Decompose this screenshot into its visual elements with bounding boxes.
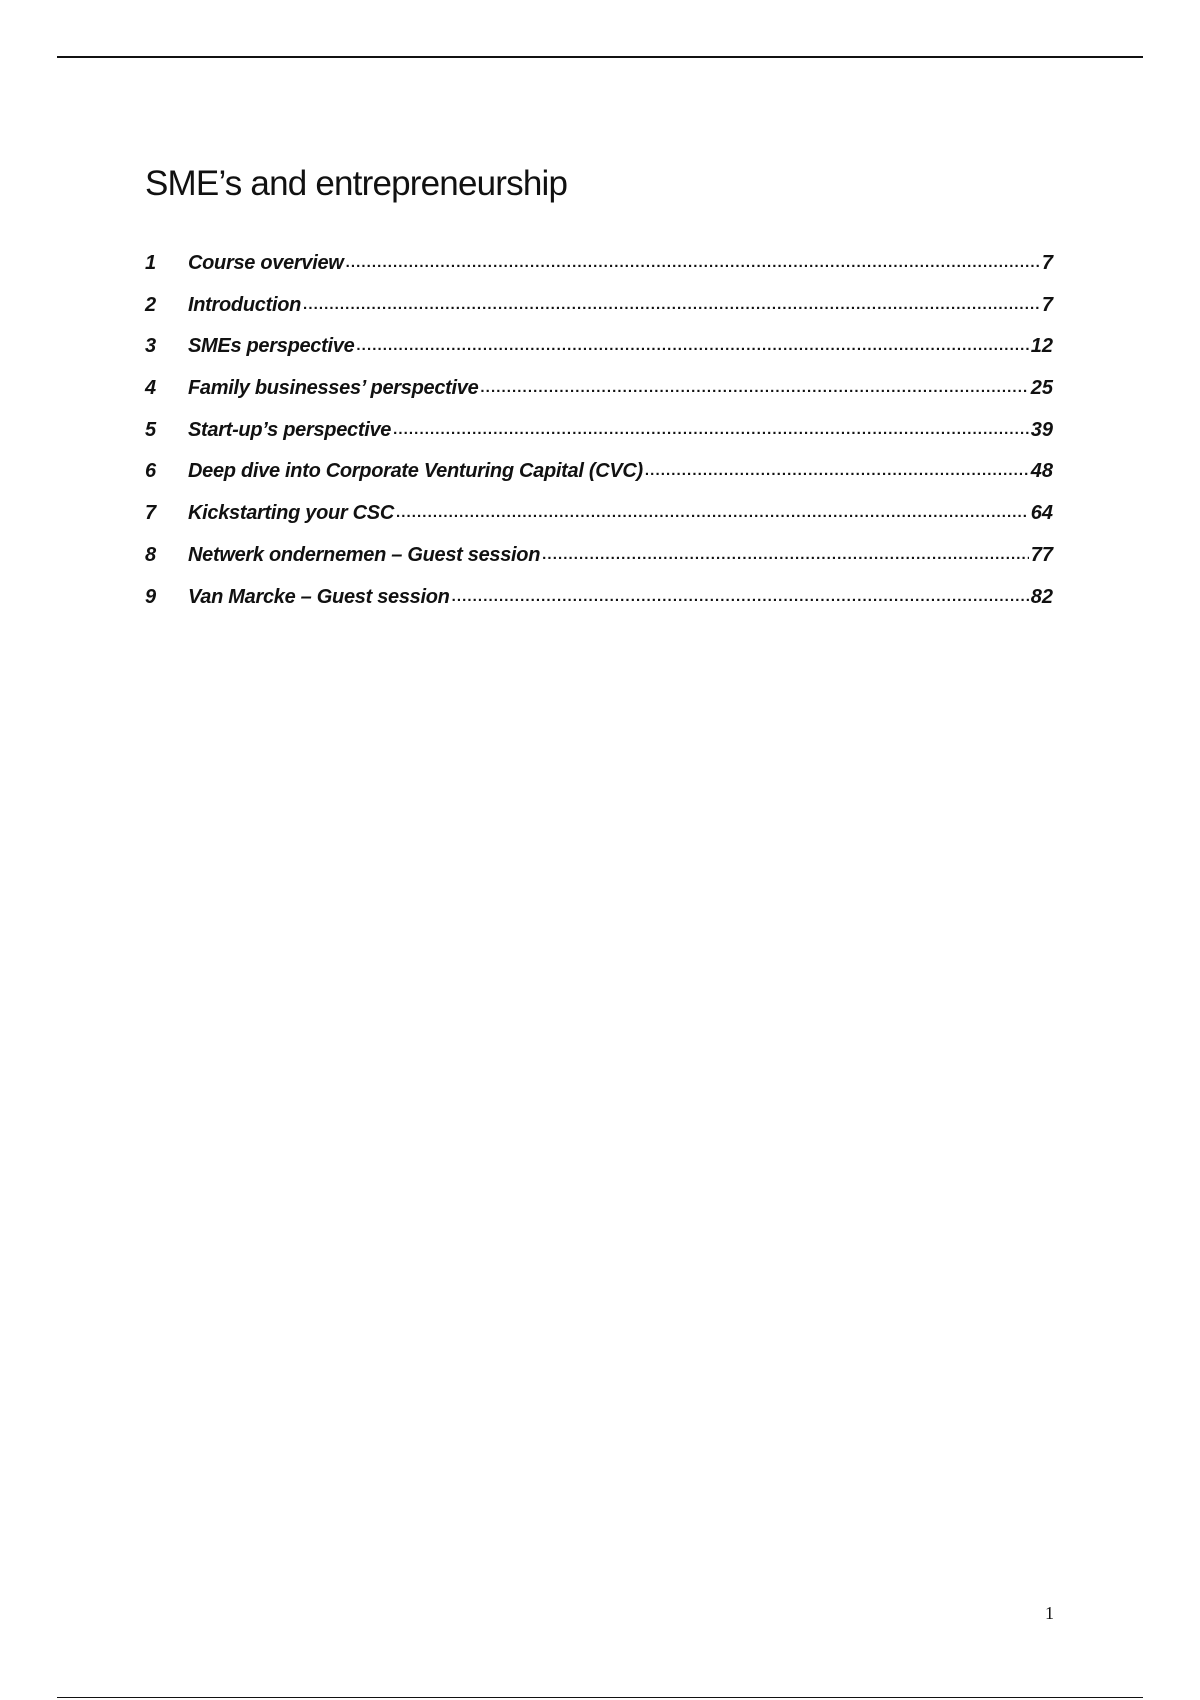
toc-dot-leader [452, 584, 1029, 607]
toc-entry-page: 12 [1030, 335, 1053, 358]
document-title: SME’s and entrepreneurship [145, 164, 568, 203]
toc-entry-label: Start-up’s perspective [188, 418, 392, 441]
toc-entry-9[interactable] [145, 586, 1053, 628]
toc-entry-label: Netwerk ondernemen – Guest session [188, 543, 541, 566]
toc-dot-leader [303, 292, 1040, 315]
toc-entry-page: 64 [1030, 502, 1053, 525]
toc-entry-1[interactable] [145, 252, 1053, 294]
toc-entry-number: 5 [145, 418, 157, 441]
toc-dot-leader [356, 333, 1028, 356]
toc-entry-label: Introduction [188, 293, 302, 316]
toc-entry-8[interactable] [145, 544, 1053, 586]
toc-entry-3[interactable] [145, 335, 1053, 377]
toc-entry-4[interactable] [145, 377, 1053, 419]
toc-entry-label: SMEs perspective [188, 335, 355, 358]
toc-entry-page: 39 [1030, 418, 1053, 441]
toc-entry-label: Van Marcke – Guest session [188, 585, 450, 608]
footer-rule [57, 1697, 1143, 1698]
toc-dot-leader [480, 375, 1028, 398]
toc-entry-label: Course overview [188, 252, 344, 274]
toc-entry-label: Deep dive into Corporate Venturing Capital (CVC) [188, 460, 643, 483]
toc-entry-5[interactable] [145, 419, 1053, 461]
toc-entry-number: 1 [145, 252, 157, 274]
toc-dot-leader [346, 250, 1040, 273]
toc-entry-label: Kickstarting your CSC [188, 502, 394, 525]
toc-dot-leader [645, 458, 1029, 481]
toc-entry-page: 25 [1030, 377, 1053, 400]
header-rule [57, 56, 1143, 58]
toc-entry-number: 8 [145, 543, 157, 566]
toc-dot-leader [393, 417, 1029, 440]
toc-entry-page: 7 [1041, 293, 1053, 316]
toc-entry-page: 77 [1030, 543, 1053, 566]
toc-entry-number: 6 [145, 460, 157, 483]
toc-entry-number: 3 [145, 335, 157, 358]
table-of-contents [145, 252, 1053, 627]
toc-entry-number: 9 [145, 585, 157, 608]
toc-entry-page: 48 [1030, 460, 1053, 483]
toc-entry-number: 2 [145, 293, 157, 316]
toc-entry-2[interactable] [145, 294, 1053, 336]
toc-dot-leader [542, 542, 1029, 565]
toc-entry-page: 7 [1041, 252, 1053, 274]
toc-entry-number: 4 [145, 377, 157, 400]
toc-dot-leader [396, 500, 1029, 523]
toc-entry-number: 7 [145, 502, 157, 525]
page-number: 1 [1045, 1603, 1054, 1623]
toc-entry-7[interactable] [145, 502, 1053, 544]
toc-entry-6[interactable] [145, 460, 1053, 502]
toc-entry-label: Family businesses’ perspective [188, 377, 479, 400]
toc-entry-page: 82 [1030, 585, 1053, 608]
